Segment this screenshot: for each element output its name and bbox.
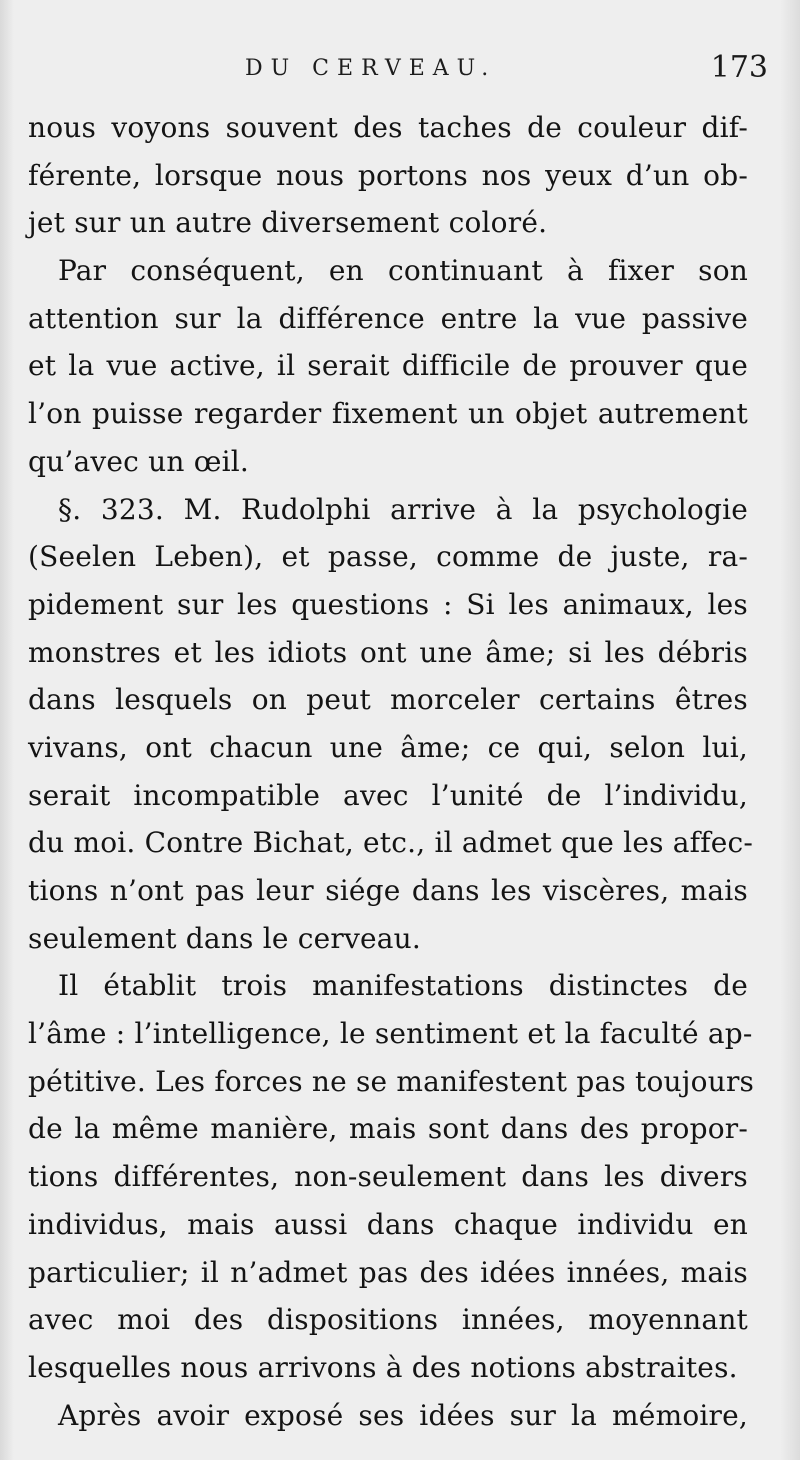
text-line: nous voyons souvent des taches de couleur dif- <box>28 111 748 144</box>
text-line: dans lesquels on peut morceler certains êtres <box>28 683 748 717</box>
text-line: seulement dans le cerveau. <box>28 921 422 955</box>
text-line: Il établit trois manifestations distinctes de <box>58 969 748 1003</box>
text-line: serait incompatible avec l’unité de l’individu, <box>28 778 748 812</box>
text-line: qu’avec un œil. <box>28 444 249 478</box>
text-line: férente, lorsque nous portons nos yeux d’un ob- <box>28 158 748 192</box>
text-line: l’on puisse regarder fixement un objet autrement <box>28 397 748 431</box>
text-line: particulier; il n’admet pas des idées innées, mais <box>28 1255 748 1289</box>
text-line: l’âme : l’intelligence, le sentiment et la faculté ap- <box>28 1017 753 1051</box>
text-line: de la même manière, mais sont dans des propor- <box>28 1112 748 1146</box>
text-line: pidement sur les questions : Si les animaux, les <box>28 587 748 621</box>
text-line: tions n’ont pas leur siége dans les viscères, mais <box>28 874 748 907</box>
text-line: et la vue active, il serait difficile de prouver que <box>28 349 748 383</box>
text-line: tions différentes, non-seulement dans les divers <box>28 1160 748 1194</box>
text-line: avec moi des dispositions innées, moyennant <box>28 1303 748 1337</box>
text-line: vivans, ont chacun une âme; ce qui, selon lui, <box>28 730 748 764</box>
text-line: monstres et les idiots ont une âme; si les débris <box>28 635 748 669</box>
text-line: Après avoir exposé ses idées sur la mémoire, <box>58 1398 748 1432</box>
text-line: lesquelles nous arrivons à des notions abstraites. <box>28 1350 738 1384</box>
text-line: Par conséquent, en continuant à fixer son <box>58 254 748 288</box>
text-line: attention sur la différence entre la vue passive <box>28 301 748 335</box>
body-text <box>28 104 755 1439</box>
running-title: DU CERVEAU. <box>245 56 497 81</box>
text-line: (Seelen Leben), et passe, comme de juste, ra- <box>28 540 748 574</box>
page-number: 173 <box>710 50 768 85</box>
text-line: individus, mais aussi dans chaque individu en <box>28 1207 748 1241</box>
text-line: jet sur un autre diversement coloré. <box>28 206 548 240</box>
text-line: pétitive. Les forces ne se manifestent pas toujours <box>28 1064 755 1098</box>
text-line: §. 323. M. Rudolphi arrive à la psychologie <box>58 492 748 526</box>
text-line: du moi. Contre Bichat, etc., il admet que les affec- <box>28 826 754 860</box>
